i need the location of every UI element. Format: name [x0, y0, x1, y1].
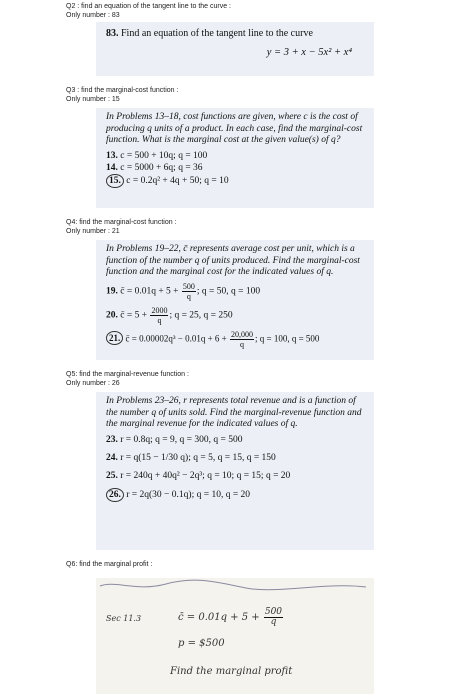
q6-header — [66, 560, 152, 569]
q3-only-number: Only number : 15 — [66, 96, 120, 103]
q4-title: Q4: find the marginal-cost function : — [66, 219, 177, 226]
q2-equation: y = 3 + x − 5x² + x⁴ — [266, 47, 352, 58]
q6-hand-equation-2: p = $500 — [178, 638, 225, 649]
q3-title: Q3 : find the marginal-cost function : — [66, 87, 179, 94]
q2-problem-number: 83. — [106, 28, 119, 39]
q3-problem-14: 14. c = 5000 + 6q; q = 36 — [106, 162, 203, 173]
q4-problem-20: 20. c̄ = 5 + $\frac{2000}{q}$ ; q = 25, q = 250 — [106, 305, 233, 325]
q5-problem-23: 23. r = 0.8q; q = 9, q = 300, q = 500 — [106, 434, 243, 445]
q5-header — [66, 370, 189, 388]
q6-hand-instruction: Find the marginal profit — [170, 666, 293, 677]
q3-problem-13: 13. c = 500 + 10q; q = 100 — [106, 150, 208, 161]
q4-header — [66, 218, 177, 236]
q2-only-number: Only number : 83 — [66, 12, 120, 19]
q2-header — [66, 2, 231, 20]
q5-only-number: Only number : 26 — [66, 380, 120, 387]
q4-problem-21: 21. c̄ = 0.00002q³ − 0.01q + 6 + $\frac{20,000}{q}$ ; q = 100, q = 500 — [106, 330, 364, 349]
q6-top-scribble — [96, 578, 374, 600]
q4-problem-19: 19. c̄ = 0.01q + 5 + $\frac{500}{q}$ ; q = 50, q = 100 — [106, 281, 261, 301]
q6-section-note: Sec 11.3 — [106, 614, 142, 623]
q6-title: Q6: find the marginal profit : — [66, 561, 153, 568]
q4-intro: In Problems 19–22, c̄ represents average cost per unit, which is a function of the number q of units produced. Find the marginal-cost function and the marginal cost for the indicated values of q. — [106, 244, 360, 277]
q3-problem-15: 15. c = 0.2q² + 4q + 50; q = 10 — [106, 174, 364, 188]
q5-intro: In Problems 23–26, r represents total revenue and is a function of the number q of units sold. Find the marginal-revenue function and the marginal revenue for the indicated values of q. — [106, 396, 362, 429]
q3-card — [96, 108, 374, 208]
q5-problem-26: 26. r = 2q(30 − 0.1q); q = 10, q = 20 — [106, 488, 364, 502]
q6-card — [96, 578, 374, 694]
q4-only-number: Only number : 21 — [66, 228, 120, 235]
q5-card — [96, 392, 374, 550]
q2-title: Q2 : find an equation of the tangent line to the curve : — [66, 3, 232, 10]
q6-hand-equation-1: c̄ = 0.01q + 5 + $\frac{500}{q}$ — [178, 607, 283, 627]
q3-header — [66, 86, 178, 104]
q3-intro: In Problems 13–18, cost functions are given, where c is the cost of producing q units of a product. In each case, find the marginal-cost function. What is the marginal cost at the given value(s) of q? — [106, 112, 363, 145]
q4-card — [96, 240, 374, 360]
q5-problem-25: 25. r = 240q + 40q² − 2q³; q = 10; q = 15; q = 20 — [106, 470, 291, 481]
q5-problem-24: 24. r = q(15 − 1/30 q); q = 5, q = 15, q = 150 — [106, 452, 276, 463]
q2-problem-text: Find an equation of the tangent line to the curve — [121, 28, 313, 39]
q5-title: Q5: find the marginal-revenue function : — [66, 371, 189, 378]
q2-card — [96, 22, 374, 76]
